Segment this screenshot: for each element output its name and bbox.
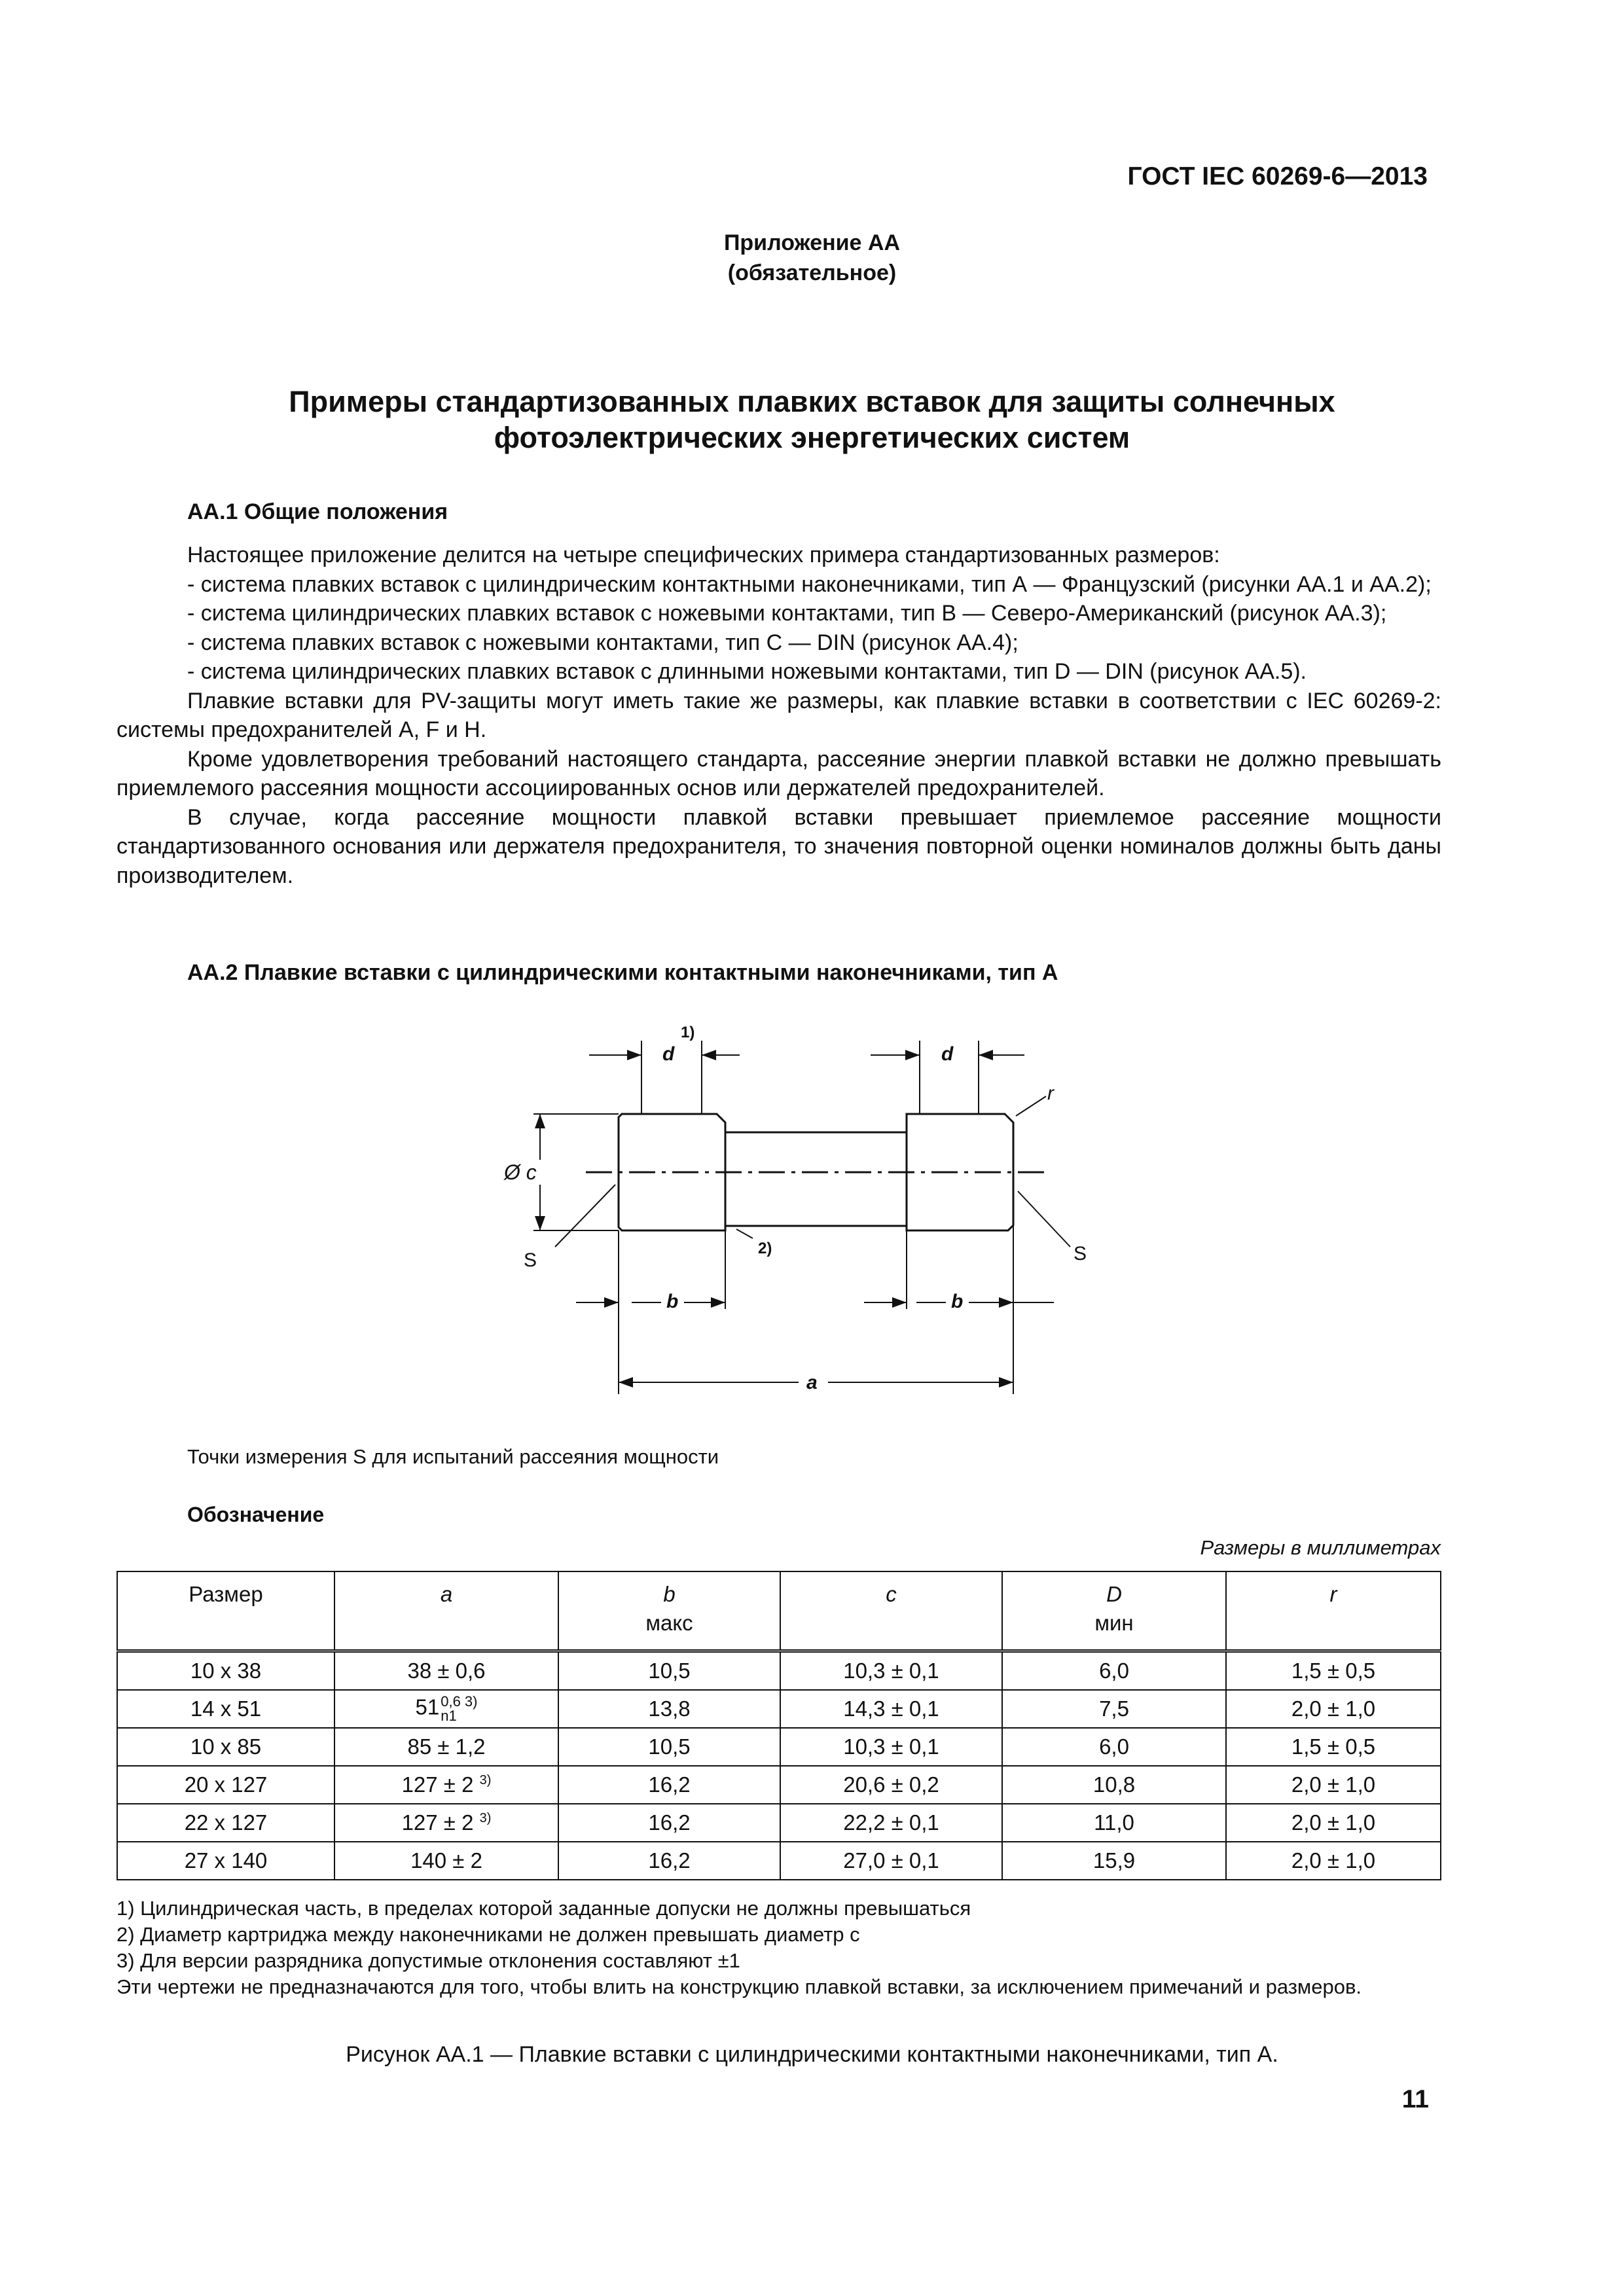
header-r: r <box>1226 1571 1441 1651</box>
header-c: c <box>780 1571 1002 1651</box>
cell-r: 2,0 ± 1,0 <box>1226 1766 1441 1804</box>
table-header-row <box>117 1571 1441 1651</box>
drawing-label-c: Ø c <box>504 1160 537 1184</box>
standard-code: ГОСТ IEC 60269-6—2013 <box>1127 162 1428 190</box>
cell-size: 20 x 127 <box>117 1766 334 1804</box>
drawing-label-s-left: S <box>524 1249 537 1271</box>
header-b: b макс <box>558 1571 780 1651</box>
header-size: Размер <box>117 1571 334 1651</box>
dimensions-table <box>117 1571 1441 1880</box>
cell-size: 27 x 140 <box>117 1842 334 1880</box>
list-item: - система плавких вставок с цилиндрическим контактными наконечниками, тип А — Французский (рисунки АА.1 и АА.2); <box>187 571 1432 597</box>
title-line-2: фотоэлектрических энергетических систем <box>494 421 1130 454</box>
table-row <box>117 1804 1441 1842</box>
drawing-note-1-label: 1) <box>681 1024 695 1041</box>
table-row <box>117 1728 1441 1766</box>
cell-b: 13,8 <box>558 1690 780 1728</box>
cell-r: 1,5 ± 0,5 <box>1226 1728 1441 1766</box>
cell-a: 127 ± 2 $^{3)}$ <box>334 1766 558 1804</box>
note-1: 1) Цилиндрическая часть, в пределах которой заданные допуски не должны превышаться <box>117 1897 971 1920</box>
cell-r: 2,0 ± 1,0 <box>1226 1690 1441 1728</box>
designation-label: Обозначение <box>187 1503 325 1526</box>
cell-a: 51 0,6 3) n1 <box>334 1690 558 1728</box>
paragraph: Кроме удовлетворения требований настоящего стандарта, рассеяние энергии плавкой вставки не должно превышать приемлемого рассеяния мощности ассоциированных основ или держателей предохранителей. <box>117 746 1441 800</box>
drawing-label-b-left: b <box>666 1291 679 1312</box>
cell-c: 27,0 ± 0,1 <box>780 1842 1002 1880</box>
cell-D: 7,5 <box>1002 1690 1226 1728</box>
cell-a: 85 ± 1,2 <box>334 1728 558 1766</box>
cell-c: 14,3 ± 0,1 <box>780 1690 1002 1728</box>
drawing-label-d-right: d <box>941 1043 954 1065</box>
cell-c: 10,3 ± 0,1 <box>780 1728 1002 1766</box>
cell-size: 10 x 85 <box>117 1728 334 1766</box>
cell-a: 38 ± 0,6 <box>334 1651 558 1691</box>
annex-name: Приложение АА <box>723 230 901 255</box>
page-number: 11 <box>1401 2085 1429 2113</box>
title-line-1: Примеры стандартизованных плавких вставок для защиты солнечных <box>289 385 1335 418</box>
cell-c: 10,3 ± 0,1 <box>780 1651 1002 1691</box>
cell-a: 140 ± 2 <box>334 1842 558 1880</box>
cell-b: 16,2 <box>558 1804 780 1842</box>
cell-c: 22,2 ± 0,1 <box>780 1804 1002 1842</box>
cell-D: 6,0 <box>1002 1728 1226 1766</box>
drawing-label-d-left: d <box>662 1043 675 1065</box>
table-row <box>117 1842 1441 1880</box>
cell-b: 16,2 <box>558 1766 780 1804</box>
cell-size: 14 x 51 <box>117 1690 334 1728</box>
cell-r: 2,0 ± 1,0 <box>1226 1804 1441 1842</box>
annex-status: (обязательное) <box>727 260 897 285</box>
units-label: Размеры в миллиметрах <box>1200 1536 1441 1559</box>
table-row <box>117 1690 1441 1728</box>
table-row <box>117 1766 1441 1804</box>
cell-D: 10,8 <box>1002 1766 1226 1804</box>
figure-caption: Рисунок АА.1 — Плавкие вставки с цилиндрическими контактными наконечниками, тип А. <box>346 2042 1278 2067</box>
drawing-caption: Точки измерения S для испытаний рассеяния мощности <box>187 1445 719 1468</box>
list-item: - система цилиндрических плавких вставок с ножевыми контактами, тип В — Северо-Американский (рисунок АА.3); <box>187 601 1387 626</box>
paragraph: Плавкие вставки для PV-защиты могут иметь такие же размеры, как плавкие вставки в соответствии с IEC 60269-2: системы предохранителей A, F и H. <box>117 688 1441 742</box>
cell-D: 11,0 <box>1002 1804 1226 1842</box>
note-3: 3) Для версии разрядника допустимые отклонения составляют ±1 <box>117 1949 740 1972</box>
drawing-label-r: r <box>1047 1083 1054 1104</box>
section-2-heading: АА.2 Плавкие вставки с цилиндрическими контактными наконечниками, тип А <box>187 960 1058 985</box>
drawing-label-a: a <box>806 1372 818 1393</box>
cell-D: 15,9 <box>1002 1842 1226 1880</box>
drawing-label-s-right: S <box>1074 1243 1087 1265</box>
cell-b: 16,2 <box>558 1842 780 1880</box>
header-a: a <box>334 1571 558 1651</box>
cell-b: 10,5 <box>558 1728 780 1766</box>
paragraph: Настоящее приложение делится на четыре специфических примера стандартизованных размеров: <box>187 543 1220 567</box>
paragraph: В случае, когда рассеяние мощности плавкой вставки превышает приемлемое рассеяние мощности стандартизованного основания или держателя предохранителя, то значения повторной оценки номиналов должны быть даны производителем. <box>117 804 1441 888</box>
drawing-label-b-right: b <box>951 1291 964 1312</box>
cell-c: 20,6 ± 0,2 <box>780 1766 1002 1804</box>
section-1-heading: АА.1 Общие положения <box>187 499 448 524</box>
header-D: D мин <box>1002 1571 1226 1651</box>
list-item: - система плавких вставок с ножевыми контактами, тип С — DIN (рисунок АА.4); <box>187 630 1019 655</box>
table-row <box>117 1651 1441 1691</box>
note-4: Эти чертежи не предназначаются для того, чтобы влить на конструкцию плавкой вставки, за исключением примечаний и размеров. <box>117 1975 1362 1998</box>
cell-a: 127 ± 2 $^{3)}$ <box>334 1804 558 1842</box>
table-notes <box>117 1895 1445 2000</box>
drawing-note-2-label: 2) <box>758 1240 772 1257</box>
cell-size: 10 x 38 <box>117 1651 334 1691</box>
cell-r: 2,0 ± 1,0 <box>1226 1842 1441 1880</box>
cell-D: 6,0 <box>1002 1651 1226 1691</box>
list-item: - система цилиндрических плавких вставок с длинными ножевыми контактами, тип D — DIN (рисунок АА.5). <box>187 659 1307 684</box>
cell-size: 22 x 127 <box>117 1804 334 1842</box>
cell-b: 10,5 <box>558 1651 780 1691</box>
note-2: 2) Диаметр картриджа между наконечниками не должен превышать диаметр c <box>117 1923 860 1946</box>
cell-r: 1,5 ± 0,5 <box>1226 1651 1441 1691</box>
